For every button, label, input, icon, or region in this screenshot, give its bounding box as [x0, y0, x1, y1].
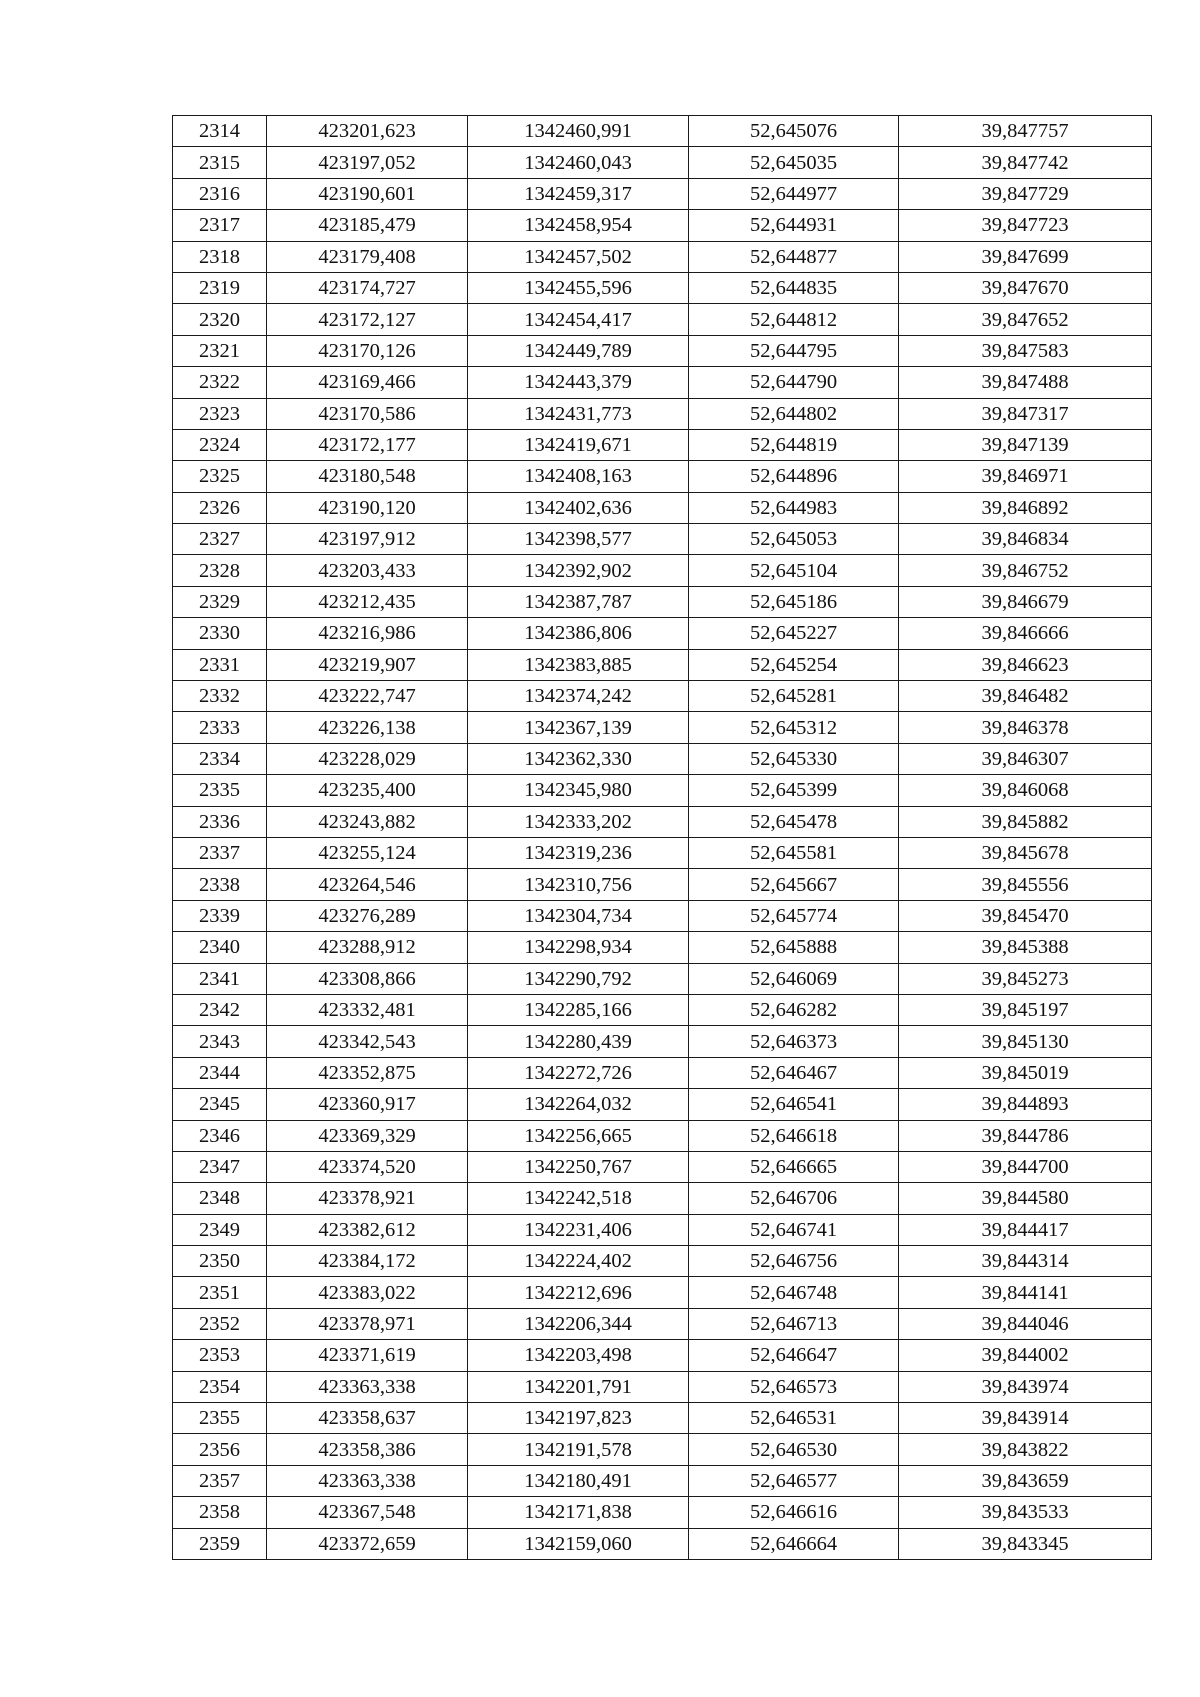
table-row	[173, 210, 1152, 241]
longitude-cell: 39,846892	[899, 492, 1152, 523]
x-coordinate-cell: 423174,727	[267, 272, 468, 303]
table-row	[173, 1497, 1152, 1528]
longitude-cell: 39,846307	[899, 743, 1152, 774]
y-coordinate-cell: 1342206,344	[468, 1308, 689, 1339]
x-coordinate-cell: 423288,912	[267, 932, 468, 963]
x-coordinate-cell: 423180,548	[267, 461, 468, 492]
table-row	[173, 1026, 1152, 1057]
point-number-cell: 2341	[173, 963, 267, 994]
table-row	[173, 586, 1152, 617]
y-coordinate-cell: 1342455,596	[468, 272, 689, 303]
x-coordinate-cell: 423383,022	[267, 1277, 468, 1308]
table-row	[173, 367, 1152, 398]
longitude-cell: 39,844046	[899, 1308, 1152, 1339]
y-coordinate-cell: 1342383,885	[468, 649, 689, 680]
longitude-cell: 39,845273	[899, 963, 1152, 994]
x-coordinate-cell: 423371,619	[267, 1340, 468, 1371]
latitude-cell: 52,644931	[689, 210, 899, 241]
x-coordinate-cell: 423203,433	[267, 555, 468, 586]
coordinates-table	[172, 115, 1152, 1560]
y-coordinate-cell: 1342180,491	[468, 1465, 689, 1496]
table-row	[173, 806, 1152, 837]
x-coordinate-cell: 423235,400	[267, 775, 468, 806]
table-row	[173, 618, 1152, 649]
longitude-cell: 39,844417	[899, 1214, 1152, 1245]
point-number-cell: 2318	[173, 241, 267, 272]
point-number-cell: 2359	[173, 1528, 267, 1559]
y-coordinate-cell: 1342386,806	[468, 618, 689, 649]
latitude-cell: 52,644795	[689, 335, 899, 366]
point-number-cell: 2333	[173, 712, 267, 743]
point-number-cell: 2315	[173, 147, 267, 178]
latitude-cell: 52,646577	[689, 1465, 899, 1496]
longitude-cell: 39,847670	[899, 272, 1152, 303]
longitude-cell: 39,844786	[899, 1120, 1152, 1151]
table-row	[173, 398, 1152, 429]
latitude-cell: 52,646069	[689, 963, 899, 994]
latitude-cell: 52,646756	[689, 1246, 899, 1277]
x-coordinate-cell: 423169,466	[267, 367, 468, 398]
table-row	[173, 304, 1152, 335]
y-coordinate-cell: 1342250,767	[468, 1151, 689, 1182]
longitude-cell: 39,843533	[899, 1497, 1152, 1528]
latitude-cell: 52,645478	[689, 806, 899, 837]
latitude-cell: 52,645399	[689, 775, 899, 806]
latitude-cell: 52,644977	[689, 178, 899, 209]
table-row	[173, 869, 1152, 900]
y-coordinate-cell: 1342197,823	[468, 1403, 689, 1434]
y-coordinate-cell: 1342362,330	[468, 743, 689, 774]
longitude-cell: 39,847139	[899, 429, 1152, 460]
point-number-cell: 2351	[173, 1277, 267, 1308]
latitude-cell: 52,646665	[689, 1151, 899, 1182]
x-coordinate-cell: 423197,052	[267, 147, 468, 178]
y-coordinate-cell: 1342431,773	[468, 398, 689, 429]
point-number-cell: 2321	[173, 335, 267, 366]
x-coordinate-cell: 423190,601	[267, 178, 468, 209]
y-coordinate-cell: 1342201,791	[468, 1371, 689, 1402]
latitude-cell: 52,644877	[689, 241, 899, 272]
point-number-cell: 2353	[173, 1340, 267, 1371]
x-coordinate-cell: 423179,408	[267, 241, 468, 272]
y-coordinate-cell: 1342171,838	[468, 1497, 689, 1528]
table-row	[173, 994, 1152, 1025]
table-row	[173, 1340, 1152, 1371]
point-number-cell: 2340	[173, 932, 267, 963]
longitude-cell: 39,843345	[899, 1528, 1152, 1559]
point-number-cell: 2330	[173, 618, 267, 649]
point-number-cell: 2332	[173, 681, 267, 712]
latitude-cell: 52,646531	[689, 1403, 899, 1434]
latitude-cell: 52,644835	[689, 272, 899, 303]
point-number-cell: 2349	[173, 1214, 267, 1245]
y-coordinate-cell: 1342272,726	[468, 1057, 689, 1088]
point-number-cell: 2316	[173, 178, 267, 209]
y-coordinate-cell: 1342458,954	[468, 210, 689, 241]
longitude-cell: 39,846482	[899, 681, 1152, 712]
latitude-cell: 52,645076	[689, 116, 899, 147]
longitude-cell: 39,845470	[899, 900, 1152, 931]
x-coordinate-cell: 423226,138	[267, 712, 468, 743]
x-coordinate-cell: 423264,546	[267, 869, 468, 900]
y-coordinate-cell: 1342457,502	[468, 241, 689, 272]
latitude-cell: 52,646618	[689, 1120, 899, 1151]
table-row	[173, 1151, 1152, 1182]
latitude-cell: 52,645330	[689, 743, 899, 774]
x-coordinate-cell: 423243,882	[267, 806, 468, 837]
point-number-cell: 2317	[173, 210, 267, 241]
x-coordinate-cell: 423201,623	[267, 116, 468, 147]
latitude-cell: 52,646373	[689, 1026, 899, 1057]
table-row	[173, 1434, 1152, 1465]
table-row	[173, 743, 1152, 774]
longitude-cell: 39,846666	[899, 618, 1152, 649]
x-coordinate-cell: 423172,177	[267, 429, 468, 460]
latitude-cell: 52,646616	[689, 1497, 899, 1528]
x-coordinate-cell: 423255,124	[267, 837, 468, 868]
table-row	[173, 1277, 1152, 1308]
latitude-cell: 52,644819	[689, 429, 899, 460]
point-number-cell: 2352	[173, 1308, 267, 1339]
x-coordinate-cell: 423374,520	[267, 1151, 468, 1182]
table-row	[173, 1214, 1152, 1245]
point-number-cell: 2334	[173, 743, 267, 774]
table-row	[173, 335, 1152, 366]
y-coordinate-cell: 1342443,379	[468, 367, 689, 398]
longitude-cell: 39,847317	[899, 398, 1152, 429]
latitude-cell: 52,646541	[689, 1089, 899, 1120]
y-coordinate-cell: 1342392,902	[468, 555, 689, 586]
latitude-cell: 52,645667	[689, 869, 899, 900]
x-coordinate-cell: 423190,120	[267, 492, 468, 523]
latitude-cell: 52,646282	[689, 994, 899, 1025]
point-number-cell: 2354	[173, 1371, 267, 1402]
y-coordinate-cell: 1342212,696	[468, 1277, 689, 1308]
point-number-cell: 2344	[173, 1057, 267, 1088]
x-coordinate-cell: 423378,971	[267, 1308, 468, 1339]
longitude-cell: 39,845130	[899, 1026, 1152, 1057]
point-number-cell: 2357	[173, 1465, 267, 1496]
y-coordinate-cell: 1342280,439	[468, 1026, 689, 1057]
table-row	[173, 1528, 1152, 1559]
table-row	[173, 147, 1152, 178]
x-coordinate-cell: 423378,921	[267, 1183, 468, 1214]
table-row	[173, 555, 1152, 586]
longitude-cell: 39,845556	[899, 869, 1152, 900]
x-coordinate-cell: 423170,126	[267, 335, 468, 366]
point-number-cell: 2322	[173, 367, 267, 398]
table-row	[173, 837, 1152, 868]
y-coordinate-cell: 1342298,934	[468, 932, 689, 963]
y-coordinate-cell: 1342367,139	[468, 712, 689, 743]
point-number-cell: 2323	[173, 398, 267, 429]
table-row	[173, 1246, 1152, 1277]
y-coordinate-cell: 1342419,671	[468, 429, 689, 460]
table-row	[173, 178, 1152, 209]
longitude-cell: 39,847699	[899, 241, 1152, 272]
table-row	[173, 116, 1152, 147]
point-number-cell: 2345	[173, 1089, 267, 1120]
table-row	[173, 1371, 1152, 1402]
latitude-cell: 52,646530	[689, 1434, 899, 1465]
latitude-cell: 52,645888	[689, 932, 899, 963]
longitude-cell: 39,847729	[899, 178, 1152, 209]
y-coordinate-cell: 1342460,043	[468, 147, 689, 178]
y-coordinate-cell: 1342387,787	[468, 586, 689, 617]
latitude-cell: 52,645104	[689, 555, 899, 586]
x-coordinate-cell: 423369,329	[267, 1120, 468, 1151]
point-number-cell: 2319	[173, 272, 267, 303]
longitude-cell: 39,846679	[899, 586, 1152, 617]
y-coordinate-cell: 1342256,665	[468, 1120, 689, 1151]
x-coordinate-cell: 423276,289	[267, 900, 468, 931]
longitude-cell: 39,847723	[899, 210, 1152, 241]
longitude-cell: 39,844002	[899, 1340, 1152, 1371]
point-number-cell: 2314	[173, 116, 267, 147]
longitude-cell: 39,846752	[899, 555, 1152, 586]
table-row	[173, 241, 1152, 272]
point-number-cell: 2343	[173, 1026, 267, 1057]
table-row	[173, 681, 1152, 712]
y-coordinate-cell: 1342460,991	[468, 116, 689, 147]
longitude-cell: 39,846378	[899, 712, 1152, 743]
longitude-cell: 39,844893	[899, 1089, 1152, 1120]
longitude-cell: 39,846971	[899, 461, 1152, 492]
table-row	[173, 272, 1152, 303]
point-number-cell: 2336	[173, 806, 267, 837]
longitude-cell: 39,845678	[899, 837, 1152, 868]
longitude-cell: 39,847488	[899, 367, 1152, 398]
table-row	[173, 461, 1152, 492]
latitude-cell: 52,645035	[689, 147, 899, 178]
x-coordinate-cell: 423358,386	[267, 1434, 468, 1465]
longitude-cell: 39,847583	[899, 335, 1152, 366]
x-coordinate-cell: 423358,637	[267, 1403, 468, 1434]
table-row	[173, 492, 1152, 523]
x-coordinate-cell: 423342,543	[267, 1026, 468, 1057]
x-coordinate-cell: 423222,747	[267, 681, 468, 712]
y-coordinate-cell: 1342449,789	[468, 335, 689, 366]
table-row	[173, 649, 1152, 680]
coordinates-table-body	[173, 116, 1152, 1560]
latitude-cell: 52,644812	[689, 304, 899, 335]
x-coordinate-cell: 423367,548	[267, 1497, 468, 1528]
y-coordinate-cell: 1342285,166	[468, 994, 689, 1025]
longitude-cell: 39,847742	[899, 147, 1152, 178]
longitude-cell: 39,844700	[899, 1151, 1152, 1182]
x-coordinate-cell: 423197,912	[267, 524, 468, 555]
y-coordinate-cell: 1342304,734	[468, 900, 689, 931]
latitude-cell: 52,644802	[689, 398, 899, 429]
point-number-cell: 2355	[173, 1403, 267, 1434]
point-number-cell: 2347	[173, 1151, 267, 1182]
x-coordinate-cell: 423363,338	[267, 1371, 468, 1402]
table-row	[173, 932, 1152, 963]
longitude-cell: 39,845197	[899, 994, 1152, 1025]
longitude-cell: 39,843822	[899, 1434, 1152, 1465]
table-row	[173, 1183, 1152, 1214]
table-row	[173, 524, 1152, 555]
point-number-cell: 2326	[173, 492, 267, 523]
latitude-cell: 52,646467	[689, 1057, 899, 1088]
latitude-cell: 52,645254	[689, 649, 899, 680]
longitude-cell: 39,845019	[899, 1057, 1152, 1088]
y-coordinate-cell: 1342454,417	[468, 304, 689, 335]
table-row	[173, 963, 1152, 994]
y-coordinate-cell: 1342231,406	[468, 1214, 689, 1245]
x-coordinate-cell: 423185,479	[267, 210, 468, 241]
table-row	[173, 1057, 1152, 1088]
y-coordinate-cell: 1342398,577	[468, 524, 689, 555]
table-row	[173, 712, 1152, 743]
y-coordinate-cell: 1342242,518	[468, 1183, 689, 1214]
y-coordinate-cell: 1342459,317	[468, 178, 689, 209]
longitude-cell: 39,845388	[899, 932, 1152, 963]
latitude-cell: 52,644790	[689, 367, 899, 398]
table-row	[173, 1308, 1152, 1339]
latitude-cell: 52,645053	[689, 524, 899, 555]
latitude-cell: 52,646647	[689, 1340, 899, 1371]
latitude-cell: 52,645281	[689, 681, 899, 712]
point-number-cell: 2342	[173, 994, 267, 1025]
y-coordinate-cell: 1342333,202	[468, 806, 689, 837]
latitude-cell: 52,646706	[689, 1183, 899, 1214]
y-coordinate-cell: 1342402,636	[468, 492, 689, 523]
point-number-cell: 2329	[173, 586, 267, 617]
latitude-cell: 52,646748	[689, 1277, 899, 1308]
latitude-cell: 52,646713	[689, 1308, 899, 1339]
longitude-cell: 39,844141	[899, 1277, 1152, 1308]
x-coordinate-cell: 423363,338	[267, 1465, 468, 1496]
latitude-cell: 52,646573	[689, 1371, 899, 1402]
point-number-cell: 2331	[173, 649, 267, 680]
point-number-cell: 2339	[173, 900, 267, 931]
latitude-cell: 52,646664	[689, 1528, 899, 1559]
point-number-cell: 2338	[173, 869, 267, 900]
y-coordinate-cell: 1342319,236	[468, 837, 689, 868]
x-coordinate-cell: 423384,172	[267, 1246, 468, 1277]
longitude-cell: 39,846623	[899, 649, 1152, 680]
latitude-cell: 52,645186	[689, 586, 899, 617]
latitude-cell: 52,646741	[689, 1214, 899, 1245]
point-number-cell: 2350	[173, 1246, 267, 1277]
table-row	[173, 900, 1152, 931]
table-row	[173, 1120, 1152, 1151]
point-number-cell: 2320	[173, 304, 267, 335]
longitude-cell: 39,846068	[899, 775, 1152, 806]
point-number-cell: 2327	[173, 524, 267, 555]
point-number-cell: 2358	[173, 1497, 267, 1528]
x-coordinate-cell: 423332,481	[267, 994, 468, 1025]
y-coordinate-cell: 1342224,402	[468, 1246, 689, 1277]
x-coordinate-cell: 423216,986	[267, 618, 468, 649]
longitude-cell: 39,847757	[899, 116, 1152, 147]
table-row	[173, 1465, 1152, 1496]
latitude-cell: 52,644896	[689, 461, 899, 492]
latitude-cell: 52,645581	[689, 837, 899, 868]
y-coordinate-cell: 1342374,242	[468, 681, 689, 712]
point-number-cell: 2337	[173, 837, 267, 868]
x-coordinate-cell: 423352,875	[267, 1057, 468, 1088]
y-coordinate-cell: 1342310,756	[468, 869, 689, 900]
x-coordinate-cell: 423219,907	[267, 649, 468, 680]
longitude-cell: 39,843974	[899, 1371, 1152, 1402]
x-coordinate-cell: 423172,127	[267, 304, 468, 335]
x-coordinate-cell: 423228,029	[267, 743, 468, 774]
longitude-cell: 39,843914	[899, 1403, 1152, 1434]
latitude-cell: 52,645774	[689, 900, 899, 931]
x-coordinate-cell: 423382,612	[267, 1214, 468, 1245]
y-coordinate-cell: 1342290,792	[468, 963, 689, 994]
latitude-cell: 52,645312	[689, 712, 899, 743]
y-coordinate-cell: 1342191,578	[468, 1434, 689, 1465]
longitude-cell: 39,844580	[899, 1183, 1152, 1214]
table-row	[173, 775, 1152, 806]
x-coordinate-cell: 423212,435	[267, 586, 468, 617]
point-number-cell: 2356	[173, 1434, 267, 1465]
point-number-cell: 2325	[173, 461, 267, 492]
longitude-cell: 39,844314	[899, 1246, 1152, 1277]
x-coordinate-cell: 423360,917	[267, 1089, 468, 1120]
table-row	[173, 429, 1152, 460]
y-coordinate-cell: 1342264,032	[468, 1089, 689, 1120]
x-coordinate-cell: 423170,586	[267, 398, 468, 429]
table-row	[173, 1089, 1152, 1120]
point-number-cell: 2346	[173, 1120, 267, 1151]
x-coordinate-cell: 423308,866	[267, 963, 468, 994]
y-coordinate-cell: 1342408,163	[468, 461, 689, 492]
point-number-cell: 2328	[173, 555, 267, 586]
longitude-cell: 39,846834	[899, 524, 1152, 555]
y-coordinate-cell: 1342159,060	[468, 1528, 689, 1559]
longitude-cell: 39,845882	[899, 806, 1152, 837]
x-coordinate-cell: 423372,659	[267, 1528, 468, 1559]
point-number-cell: 2348	[173, 1183, 267, 1214]
latitude-cell: 52,645227	[689, 618, 899, 649]
y-coordinate-cell: 1342203,498	[468, 1340, 689, 1371]
point-number-cell: 2335	[173, 775, 267, 806]
point-number-cell: 2324	[173, 429, 267, 460]
latitude-cell: 52,644983	[689, 492, 899, 523]
longitude-cell: 39,847652	[899, 304, 1152, 335]
longitude-cell: 39,843659	[899, 1465, 1152, 1496]
table-row	[173, 1403, 1152, 1434]
y-coordinate-cell: 1342345,980	[468, 775, 689, 806]
